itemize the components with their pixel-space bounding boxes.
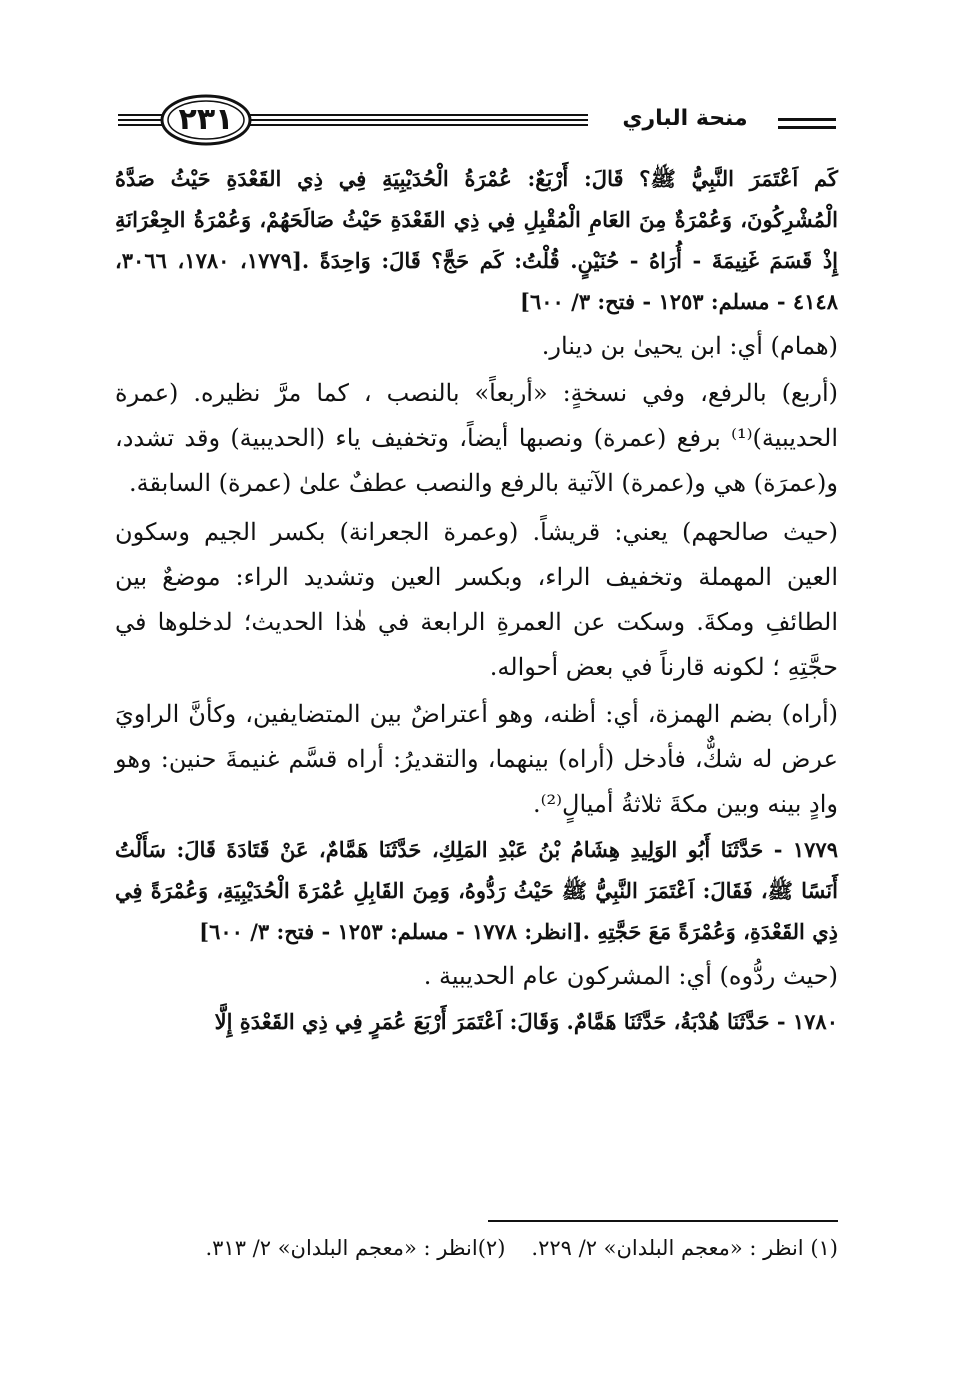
- header-right-rule-top: [778, 118, 836, 121]
- hadith-text: ١٧٨٠ - حَدَّثَنَا هُدْبَةُ، حَدَّثَنَا هَمَّامٌ. وَقَالَ: اَعْتَمَرَ أَرْبَعَ عُمَرٍ فِي ذِي القَعْدَةِ إِلَّا: [214, 1009, 838, 1034]
- page-header: [0, 0, 956, 160]
- commentary-paragraph: (حيث صالحهم) يعني: قريشاً. (وعمرة الجعرانة) بكسر الجيم وسكون العين المهملة وتخفيف الراء، وبكسر العين وتشديد الراء: موضعٌ بين الطائفِ ومكةَ. وسكت عن العمرةِ الرابعة في هٰذا الحديث؛ لدخلوها في حجَّتِهِ ؛ لكونه قارناً في بعض أحواله.: [115, 518, 838, 681]
- page-body: [115, 158, 838, 1044]
- commentary-paragraph: (حيث ردُّوه) أي: المشركون عام الحديبية .: [423, 962, 838, 990]
- header-mid-rule-3: [248, 124, 588, 126]
- commentary-paragraph: (همام) أي: ابن يحيىٰ بن دينار.: [541, 332, 838, 360]
- header-left-rule-2: [118, 119, 166, 121]
- header-right-rule-bottom: [778, 126, 836, 129]
- footnote-1: (١) انظر : «معجم البلدان» ٢/ ٢٢٩.: [531, 1236, 838, 1260]
- footnotes: [115, 1231, 838, 1265]
- running-title: منحة الباري: [622, 106, 748, 131]
- footnote-2: (٢)انظر : «معجم البلدان» ٢/ ٣١٣.: [205, 1236, 506, 1260]
- commentary-paragraph: (أربع) بالرفع، وفي نسخةٍ: «أربعاً» بالنصب ، كما مرَّ نظيره. (عمرة الحديبية)⁽¹⁾ برفع (عمرة) ونصبها أيضاً، وتخفيف ياء (الحديبية) وقد تشدد، و(عمرَة) هي و(عمرة) الآتية بالرفع والنصب عطفٌ علىٰ (عمرة) السابقة.: [115, 379, 838, 497]
- header-left-rule-3: [118, 124, 166, 126]
- header-mid-rule-2: [248, 119, 588, 121]
- hadith-text: كَم اَعْتَمَرَ النَّبِيُّ ﷺ؟ قَالَ: أَرْبَعٌ: عُمْرَةُ الْحُدَيْبِيَةِ فِي ذِي القَعْدَةِ حَيْثُ صَدَّهُ الْمُشْرِكُونَ، وَعُمْرَةٌ مِنَ العَامِ الْمُقْبِلِ فِي ذِي القَعْدَةِ حَيْثُ صَالَحَهُمْ، وَعُمْرَةُ الجِعْرَانَةِ إِذْ قَسَمَ غَنِيمَةَ - أُرَاهُ - حُنَيْنٍ. قُلْتُ: كَم حَجَّ؟ قَالَ: وَاحِدَةً .[١٧٧٩، ١٧٨٠، ٣٠٦٦، ٤١٤٨ - مسلم: ١٢٥٣ - فتح: ٣/ ٦٠٠]: [115, 166, 839, 314]
- commentary-paragraph: (أراه) بضم الهمزة، أي: أظنه، وهو أعتراضٌ بين المتضايفين، وكأنَّ الراويَ عرض له شكٌّ، فأدخل (أراه) بينهما، والتقديرُ: أراه قسَّم غنيمةَ حنين: وهو وادٍ بينه وبين مكةَ ثلاثةُ أميالٍ⁽²⁾.: [115, 700, 838, 818]
- header-ornament: [0, 0, 956, 160]
- header-mid-rule-1: [248, 114, 588, 116]
- page-number: ٢٣١: [178, 101, 234, 137]
- header-left-rule-1: [118, 114, 166, 116]
- footnote-divider: [488, 1220, 838, 1222]
- hadith-text: ١٧٧٩ - حَدَّثَنَا أَبُو الوَلِيدِ هِشَامُ بْنُ عَبْدِ المَلِكِ، حَدَّثَنَا هَمَّامٌ، عَنْ قَتَادَةَ قَالَ: سَأَلْتُ أَنَسًا ﷺ، فَقَالَ: اَعْتَمَرَ النَّبِيُّ ﷺ حَيْثُ رَدُّوهُ، وَمِنَ القَابِلِ عُمْرَةَ الْحُدَيْبِيَةِ، وَعُمْرَةً فِي ذِي القَعْدَةِ، وَعُمْرَةً مَعَ حَجَّتِهِ .[انظر: ١٧٧٨ - مسلم: ١٢٥٣ - فتح: ٣/ ٦٠٠]: [115, 837, 838, 944]
